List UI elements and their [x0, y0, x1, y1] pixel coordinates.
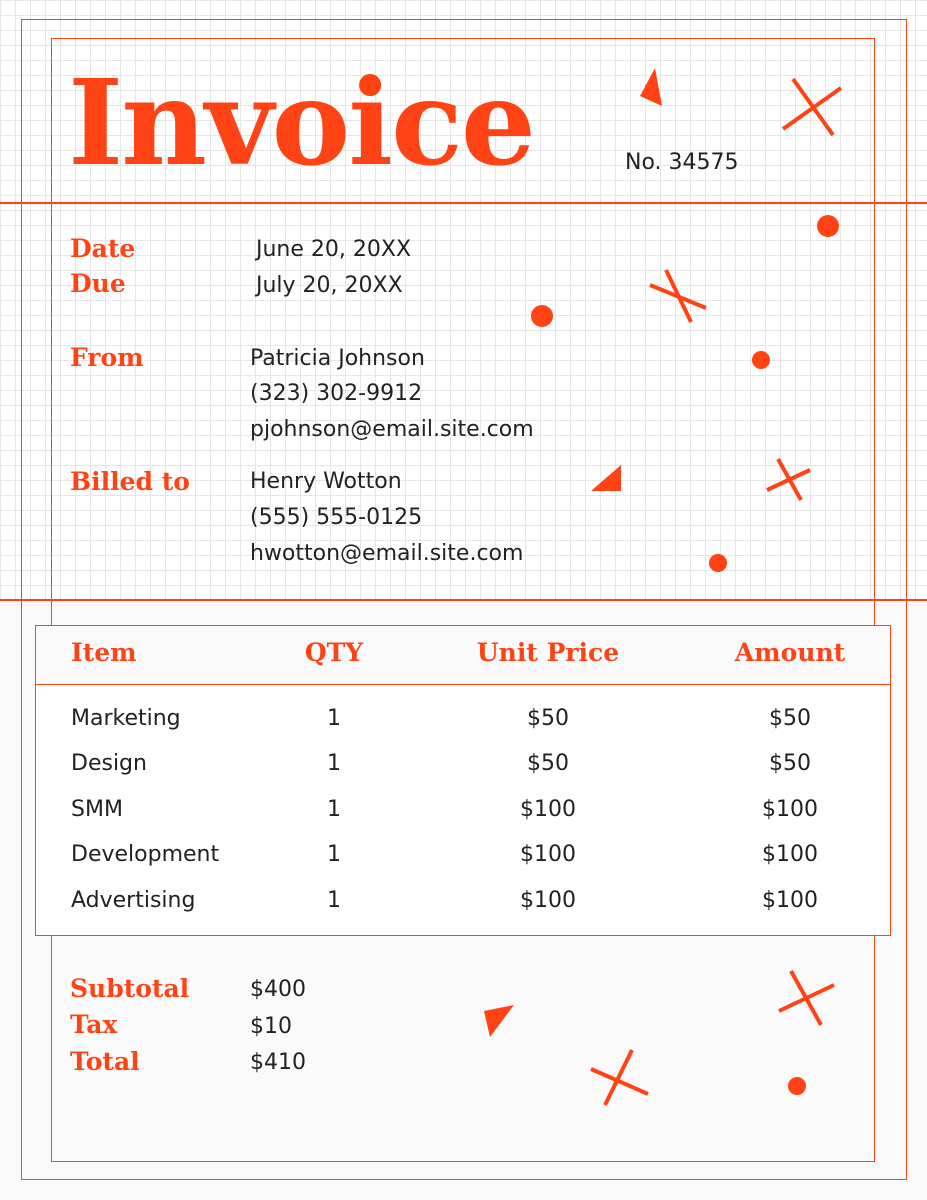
unit-price-cell: $100: [520, 888, 576, 913]
billed-to-phone: (555) 555-0125: [250, 505, 423, 530]
total-label: Total: [70, 1047, 140, 1076]
item-cell: Design: [71, 751, 147, 776]
header-qty: QTY: [304, 638, 364, 667]
date-value: June 20, 20XX: [256, 237, 412, 262]
qty-cell: 1: [327, 751, 341, 776]
unit-price-cell: $50: [527, 751, 569, 776]
billed-to-email: hwotton@email.site.com: [250, 541, 524, 566]
from-email: pjohnson@email.site.com: [250, 417, 534, 442]
dot-icon: [709, 554, 727, 572]
triangle-icon: [484, 1005, 514, 1037]
item-cell: Development: [71, 842, 220, 867]
qty-cell: 1: [327, 842, 341, 867]
qty-cell: 1: [327, 888, 341, 913]
triangle-icon: [640, 68, 662, 106]
dot-icon: [752, 351, 770, 369]
tax-value: $10: [250, 1014, 292, 1039]
date-label: Date: [70, 234, 136, 263]
from-name: Patricia Johnson: [250, 346, 425, 371]
billed-to-label: Billed to: [70, 467, 190, 496]
subtotal-value: $400: [250, 977, 306, 1002]
header-item: Item: [71, 638, 137, 667]
header-amount: Amount: [734, 638, 846, 667]
due-value: July 20, 20XX: [256, 273, 403, 298]
unit-price-cell: $100: [520, 797, 576, 822]
billed-to-name: Henry Wotton: [250, 469, 402, 494]
amount-cell: $50: [769, 751, 811, 776]
amount-cell: $50: [769, 706, 811, 731]
dot-icon: [531, 305, 553, 327]
amount-cell: $100: [762, 842, 818, 867]
total-value: $410: [250, 1050, 306, 1075]
tax-label: Tax: [70, 1010, 118, 1039]
header-unit-price: Unit Price: [476, 638, 620, 667]
dot-icon: [817, 215, 839, 237]
qty-cell: 1: [327, 797, 341, 822]
amount-cell: $100: [762, 797, 818, 822]
item-cell: SMM: [71, 797, 123, 822]
dot-icon: [788, 1077, 806, 1095]
item-cell: Advertising: [71, 888, 196, 913]
amount-cell: $100: [762, 888, 818, 913]
qty-cell: 1: [327, 706, 341, 731]
from-label: From: [70, 343, 144, 372]
unit-price-cell: $100: [520, 842, 576, 867]
subtotal-label: Subtotal: [70, 974, 190, 1003]
unit-price-cell: $50: [527, 706, 569, 731]
from-phone: (323) 302-9912: [250, 381, 423, 406]
item-cell: Marketing: [71, 706, 181, 731]
due-label: Due: [70, 269, 126, 298]
invoice-number: No. 34575: [625, 150, 739, 175]
triangle-icon: [591, 465, 621, 491]
invoice-title: Invoice: [68, 53, 535, 192]
